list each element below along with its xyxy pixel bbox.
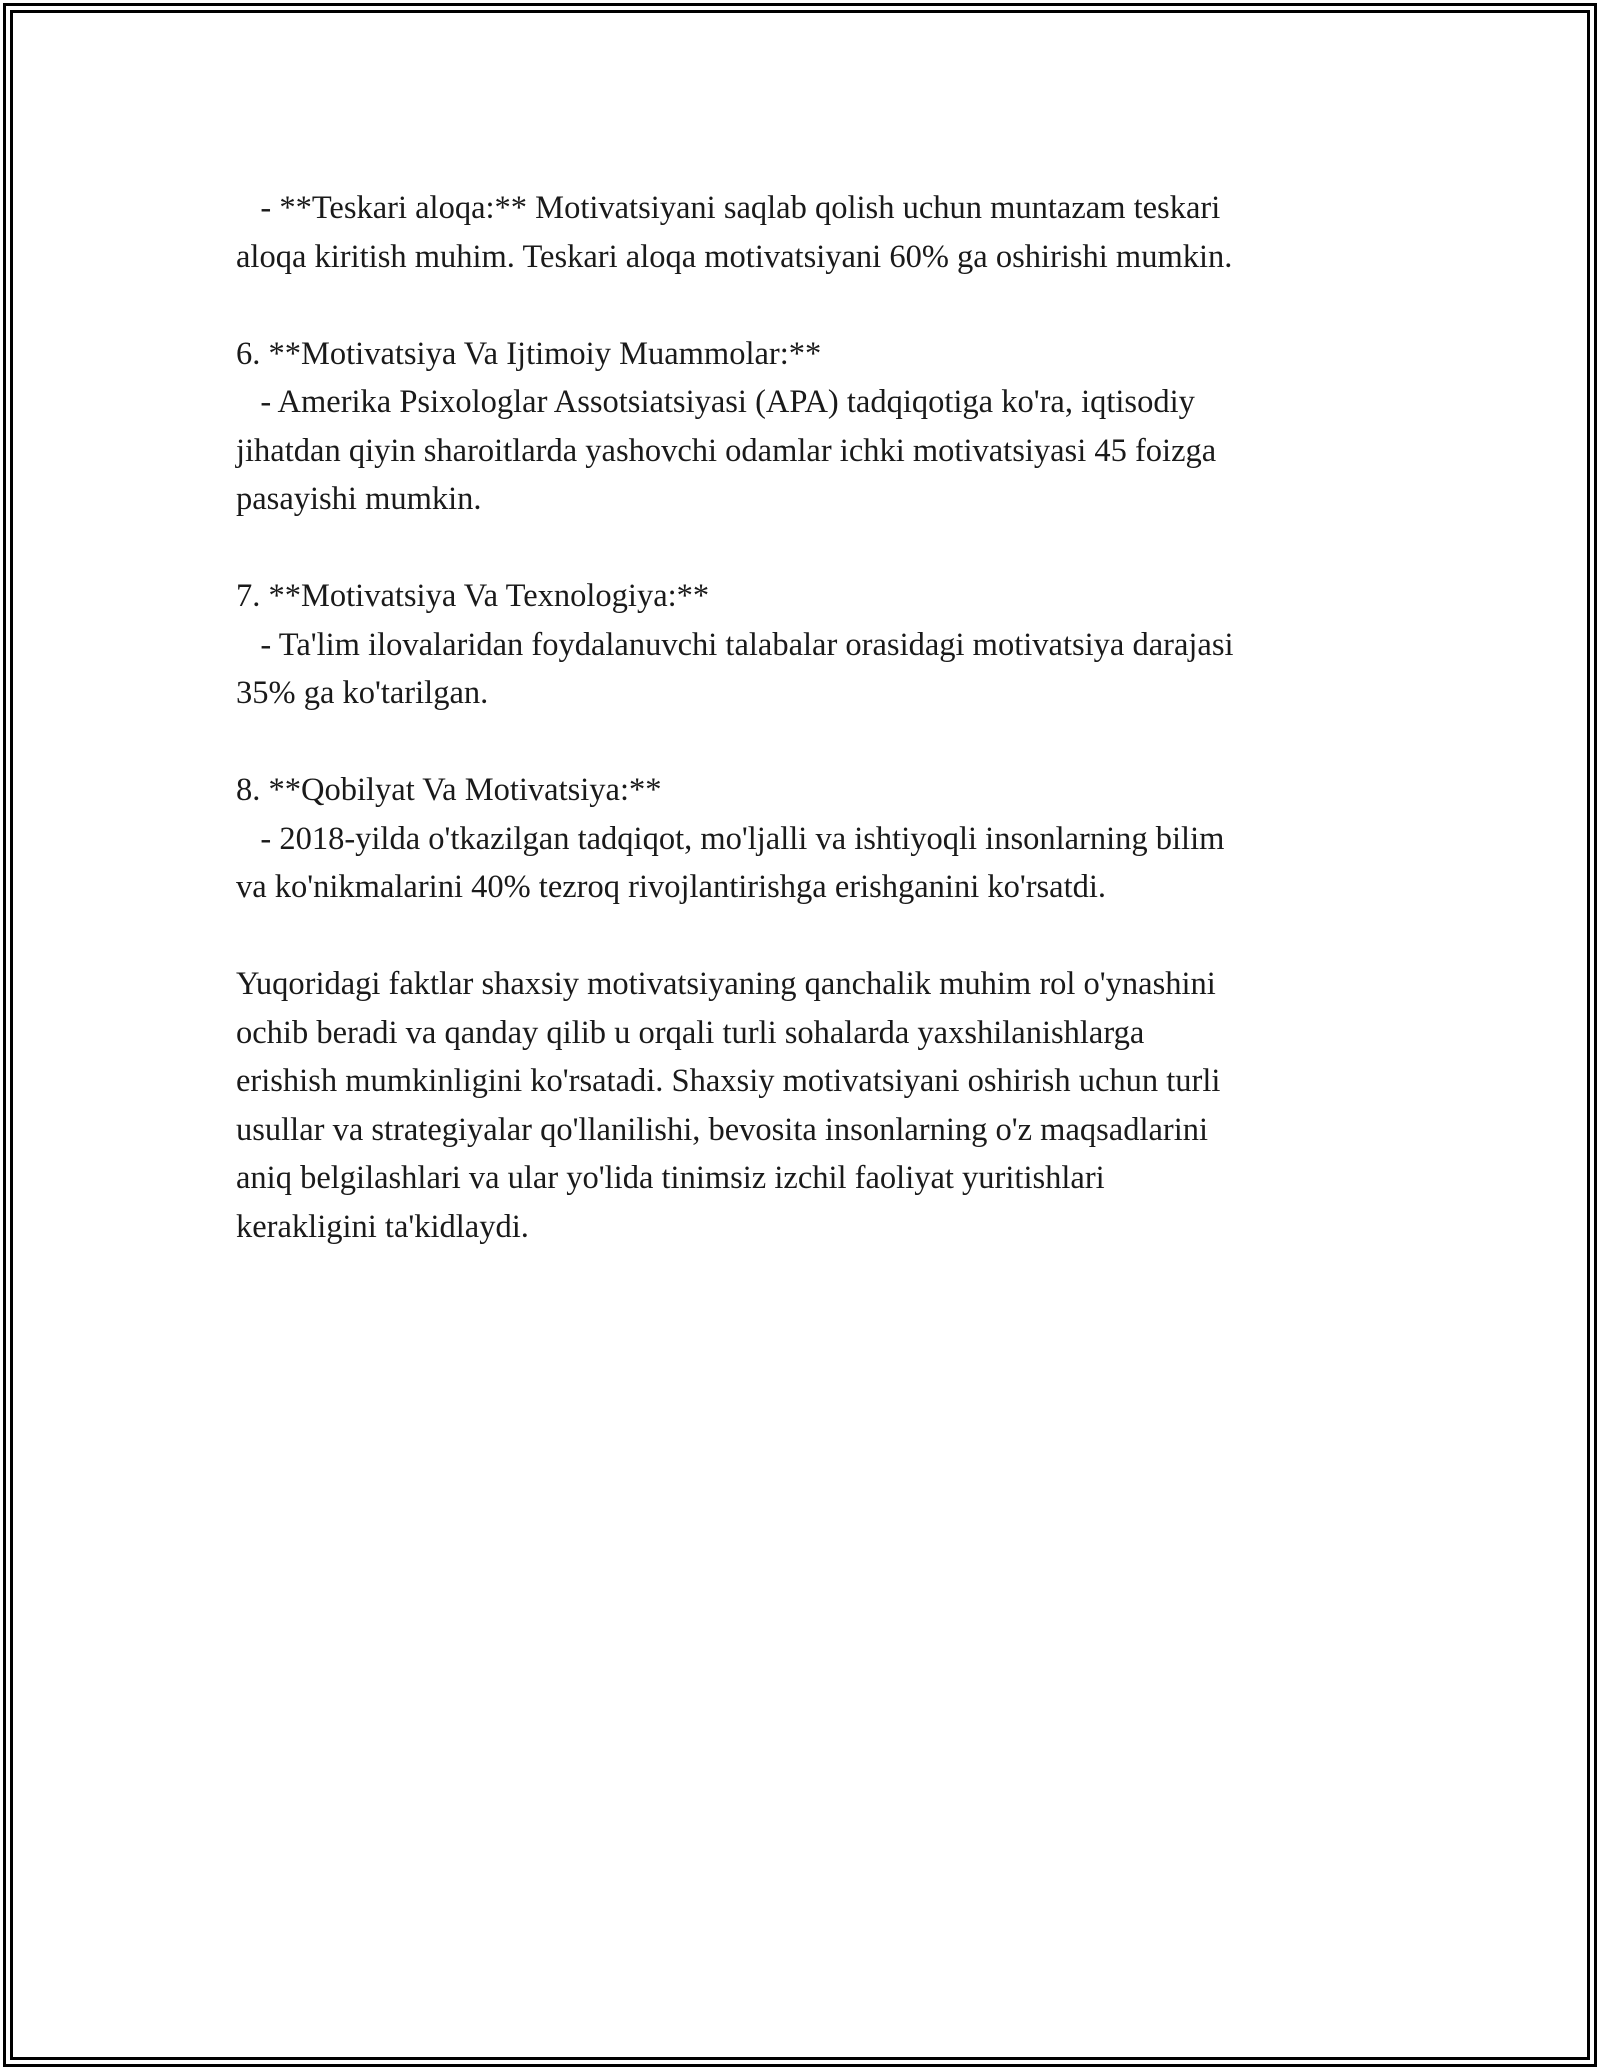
- paragraph-gap: [236, 912, 1366, 961]
- text-line: - 2018-yilda o'tkazilgan tadqiqot, mo'ljalli va ishtiyoqli insonlarning bilim: [236, 820, 1225, 857]
- text-line: ochib beradi va qanday qilib u orqali turli sohalarda yaxshilanishlarga: [236, 1014, 1145, 1051]
- paragraph-gap: [236, 281, 1366, 330]
- section-heading: 6. **Motivatsiya Va Ijtimoiy Muammolar:**: [236, 335, 822, 372]
- section-6: [236, 330, 1366, 524]
- text-line: - Ta'lim ilovalaridan foydalanuvchi talabalar orasidagi motivatsiya darajasi: [236, 626, 1234, 663]
- text-line: - **Teskari aloqa:** Motivatsiyani saqlab qolish uchun muntazam teskari: [236, 190, 1221, 226]
- text-line: pasayishi mumkin.: [236, 481, 482, 517]
- text-line: - Amerika Psixologlar Assotsiatsiyasi (APA) tadqiqotiga ko'ra, iqtisodiy: [236, 384, 1195, 420]
- paragraph-gap: [236, 524, 1366, 573]
- text-line: va ko'nikmalarini 40% tezroq rivojlantirishga erishganini ko'rsatdi.: [236, 869, 1107, 905]
- text-line: kerakligini ta'kidlaydi.: [236, 1208, 529, 1245]
- text-line: jihatdan qiyin sharoitlarda yashovchi odamlar ichki motivatsiyasi 45 foizga: [236, 432, 1217, 469]
- paragraph-gap: [236, 718, 1366, 767]
- text-line: Yuqoridagi faktlar shaxsiy motivatsiyaning qanchalik muhim rol o'ynashini: [236, 966, 1216, 1002]
- document-body: [236, 184, 1366, 1251]
- text-line: erishish mumkinligini ko'rsatadi. Shaxsiy motivatsiyani oshirish uchun turli: [236, 1063, 1221, 1099]
- conclusion-paragraph: [236, 960, 1366, 1251]
- text-line: usullar va strategiyalar qo'llanilishi, bevosita insonlarning o'z maqsadlarini: [236, 1111, 1209, 1148]
- text-line: 35% ga ko'tarilgan.: [236, 675, 489, 711]
- text-line: aniq belgilashlari va ular yo'lida tinimsiz izchil faoliyat yuritishlari: [236, 1160, 1105, 1196]
- section-7: [236, 572, 1366, 718]
- feedback-paragraph: [236, 184, 1366, 281]
- section-8: [236, 766, 1366, 912]
- section-heading: 8. **Qobilyat Va Motivatsiya:**: [236, 772, 662, 808]
- text-line: aloqa kiritish muhim. Teskari aloqa motivatsiyani 60% ga oshirishi mumkin.: [236, 238, 1233, 275]
- section-heading: 7. **Motivatsiya Va Texnologiya:**: [236, 578, 710, 614]
